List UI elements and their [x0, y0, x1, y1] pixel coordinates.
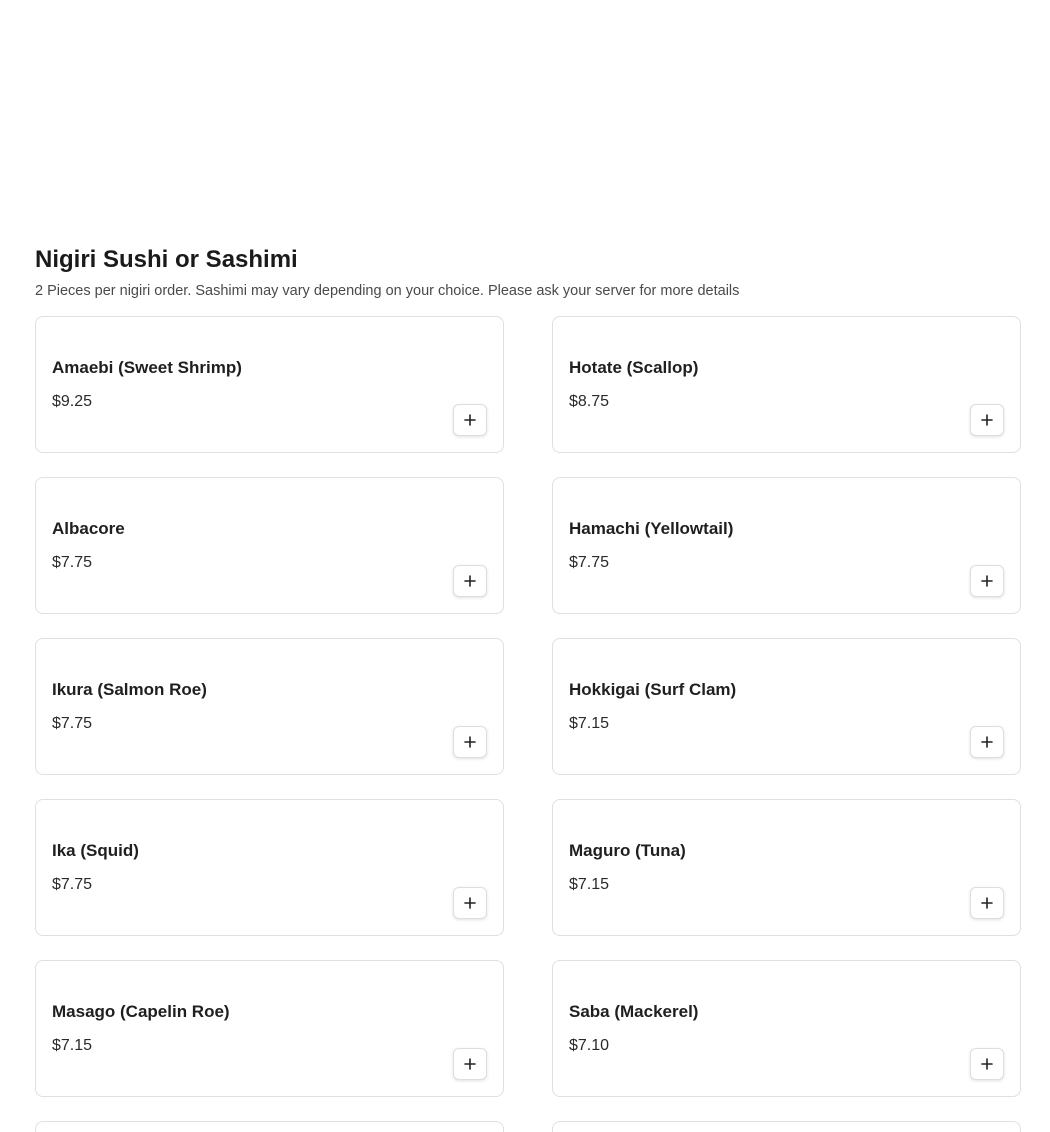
- add-item-button[interactable]: [453, 887, 487, 919]
- menu-item-price: $7.10: [569, 1037, 610, 1054]
- menu-item-name: Ika (Squid): [52, 841, 139, 860]
- menu-item-card[interactable]: [552, 799, 1021, 936]
- plus-icon: [464, 414, 476, 426]
- menu-item-price: $8.75: [569, 393, 610, 410]
- menu-item-name: Hamachi (Yellowtail): [569, 519, 734, 538]
- menu-item-name: Maguro (Tuna): [569, 841, 686, 860]
- menu-item-name: Hokkigai (Surf Clam): [569, 680, 737, 699]
- menu-item-price: $7.15: [569, 715, 610, 732]
- add-item-button[interactable]: [453, 726, 487, 758]
- plus-icon: [464, 1058, 476, 1070]
- menu-item-name: Saba (Mackerel): [569, 1002, 699, 1021]
- add-item-button[interactable]: [970, 565, 1004, 597]
- menu-item-card[interactable]: [35, 638, 504, 775]
- menu-item-price: $7.15: [52, 1037, 93, 1054]
- section-description: 2 Pieces per nigiri order. Sashimi may vary depending on your choice. Please ask your server for more details: [35, 283, 740, 299]
- menu-section: [35, 244, 1021, 302]
- plus-icon: [981, 414, 993, 426]
- menu-item-name: Hotate (Scallop): [569, 358, 699, 377]
- menu-item-name: Albacore: [52, 519, 125, 538]
- menu-item-card[interactable]: [552, 477, 1021, 614]
- menu-item-card[interactable]: [552, 638, 1021, 775]
- add-item-button[interactable]: [970, 726, 1004, 758]
- menu-item-card[interactable]: [35, 316, 504, 453]
- add-item-button[interactable]: [453, 565, 487, 597]
- menu-item-price: $7.75: [569, 554, 610, 571]
- section-title: Nigiri Sushi or Sashimi: [35, 246, 298, 273]
- menu-item-price: $7.75: [52, 715, 93, 732]
- menu-item-price: $7.75: [52, 876, 93, 893]
- menu-item-grid: [35, 316, 1021, 1132]
- plus-icon: [981, 575, 993, 587]
- add-item-button[interactable]: [970, 887, 1004, 919]
- menu-item-card[interactable]: [35, 477, 504, 614]
- menu-item-name: Amaebi (Sweet Shrimp): [52, 358, 242, 377]
- menu-item-name: Masago (Capelin Roe): [52, 1002, 230, 1021]
- plus-icon: [464, 897, 476, 909]
- menu-item-name: Ikura (Salmon Roe): [52, 680, 207, 699]
- plus-icon: [464, 575, 476, 587]
- menu-item-price: $9.25: [52, 393, 93, 410]
- plus-icon: [981, 1058, 993, 1070]
- add-item-button[interactable]: [970, 404, 1004, 436]
- add-item-button[interactable]: [453, 1048, 487, 1080]
- add-item-button[interactable]: [453, 404, 487, 436]
- menu-item-price: $7.75: [52, 554, 93, 571]
- menu-item-card[interactable]: [552, 960, 1021, 1097]
- plus-icon: [981, 736, 993, 748]
- menu-item-card[interactable]: [35, 960, 504, 1097]
- add-item-button[interactable]: [970, 1048, 1004, 1080]
- plus-icon: [981, 897, 993, 909]
- menu-item-card[interactable]: [552, 316, 1021, 453]
- menu-item-price: $7.15: [569, 876, 610, 893]
- plus-icon: [464, 736, 476, 748]
- menu-item-card[interactable]: [35, 799, 504, 936]
- menu-item-card[interactable]: [35, 1121, 504, 1132]
- menu-item-card[interactable]: [552, 1121, 1021, 1132]
